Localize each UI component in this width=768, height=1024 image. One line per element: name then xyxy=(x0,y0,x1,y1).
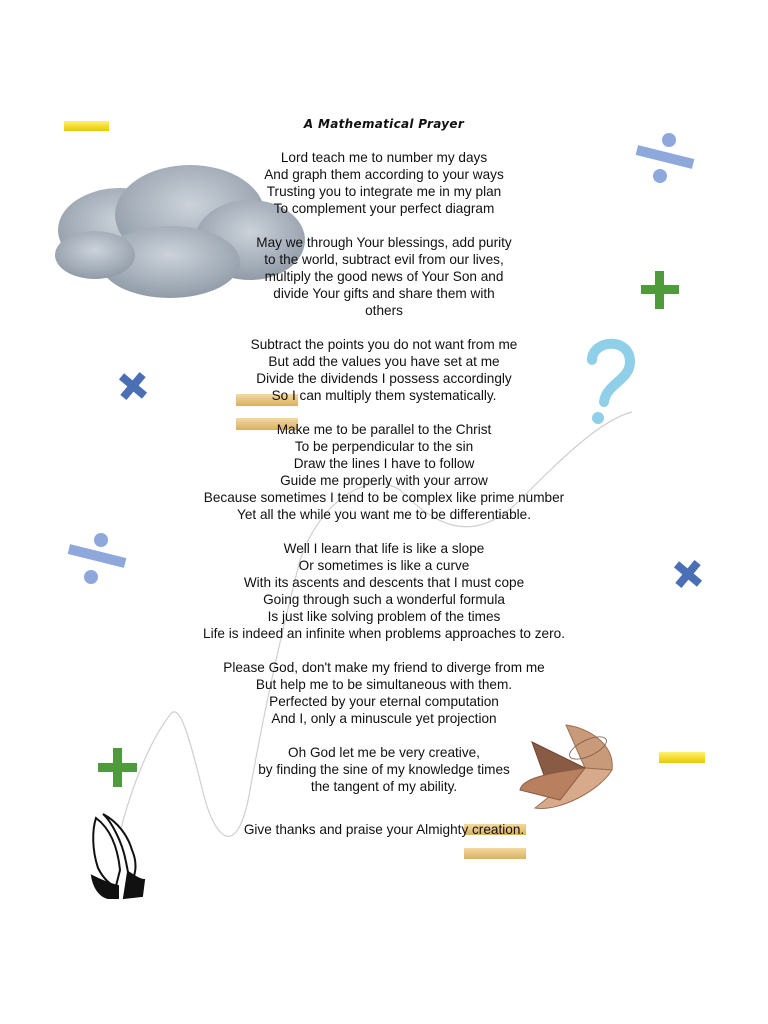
stanza-6 xyxy=(134,659,634,727)
poem-line: others xyxy=(365,303,403,318)
poem-line: Oh God let me be very creative, xyxy=(288,745,480,760)
poem-line: Well I learn that life is like a slope xyxy=(283,541,485,556)
stanza-5 xyxy=(134,540,634,642)
stanza-1 xyxy=(134,149,634,217)
poem-line: But help me to be simultaneous with them. xyxy=(255,677,513,692)
poem-line: And graph them according to your ways xyxy=(264,167,504,182)
poem-line: Going through such a wonderful formula xyxy=(263,592,505,607)
poem-line: So I can multiply them systematically. xyxy=(271,388,497,403)
stanza-3 xyxy=(134,336,634,404)
poem-line: Perfected by your eternal computation xyxy=(269,694,499,709)
poem xyxy=(134,116,634,838)
poem-line: Trusting you to integrate me in my plan xyxy=(266,184,502,199)
plus-icon xyxy=(641,271,679,309)
poem-line: May we through Your blessings, add purity xyxy=(256,235,512,250)
stanza-4 xyxy=(134,421,634,523)
stanza-7 xyxy=(134,744,634,795)
poem-line: To complement your perfect diagram xyxy=(273,201,495,216)
times-icon xyxy=(667,553,709,595)
poem-line: Yet all the while you want me to be differentiable. xyxy=(237,507,531,522)
poem-line: multiply the good news of Your Son and xyxy=(264,269,504,284)
poem-line: Subtract the points you do not want from me xyxy=(250,337,518,352)
poem-line: Make me to be parallel to the Christ xyxy=(276,422,492,437)
minus-icon xyxy=(659,752,705,763)
poem-line: Guide me properly with your arrow xyxy=(280,473,488,488)
poem-line: divide Your gifts and share them with xyxy=(273,286,495,301)
divide-icon xyxy=(68,533,127,584)
poem-line: Or sometimes is like a curve xyxy=(298,558,470,573)
poem-line: But add the values you have set at me xyxy=(268,354,500,369)
poem-title: A Mathematical Prayer xyxy=(303,117,465,131)
poem-line: Please God, don't make my friend to diverge from me xyxy=(223,660,545,675)
plus-icon xyxy=(98,748,137,787)
minus-icon xyxy=(64,121,109,131)
poem-line: With its ascents and descents that I must cope xyxy=(243,575,525,590)
poem-line: Lord teach me to number my days xyxy=(280,150,488,165)
stanza-2 xyxy=(134,234,634,319)
poem-line: Divide the dividends I possess accordingly xyxy=(256,371,512,386)
poem-line: And I, only a minuscule yet projection xyxy=(271,711,497,726)
poem-line: Life is indeed an infinite when problems approaches to zero. xyxy=(203,626,565,641)
poem-line: to the world, subtract evil from our lives, xyxy=(264,252,504,267)
poem-line: To be perpendicular to the sin xyxy=(294,439,474,454)
closing-line: Give thanks and praise your Almighty creation. xyxy=(243,822,525,837)
poem-line: by finding the sine of my knowledge times xyxy=(258,762,510,777)
poem-line: Is just like solving problem of the times xyxy=(267,609,501,624)
poem-line: the tangent of my ability. xyxy=(310,779,458,794)
poem-line: Draw the lines I have to follow xyxy=(293,456,475,471)
poem-line: Because sometimes I tend to be complex like prime number xyxy=(203,490,565,505)
divide-icon xyxy=(636,133,695,183)
